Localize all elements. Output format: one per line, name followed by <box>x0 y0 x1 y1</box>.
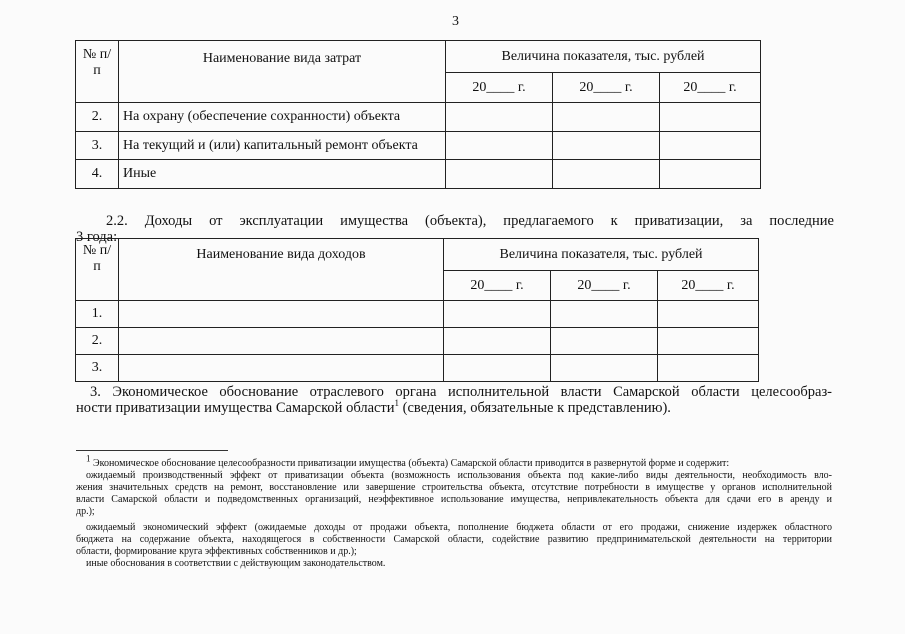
value-cell <box>551 328 658 355</box>
row-num: 1. <box>76 301 119 328</box>
value-cell <box>553 132 660 160</box>
table-row <box>76 160 761 189</box>
row-num: 2. <box>76 328 119 355</box>
footnote-line: власти Самарской области и подведомственных организаций, неэффективное использование имущества, непривлекательность объекта для сдачи его в аренду и <box>76 494 832 505</box>
page-number: 3 <box>452 14 459 29</box>
col-num-header: № п/п <box>76 239 119 301</box>
row-num: 3. <box>76 355 119 382</box>
value-cell <box>551 355 658 382</box>
value-cell <box>660 132 761 160</box>
section-2-2-line: 2.2. Доходы от эксплуатации имущества (объекта), предлагаемого к приватизации, за последние <box>106 213 834 229</box>
row-num: 4. <box>76 160 119 189</box>
table-row <box>76 328 759 355</box>
table-row <box>76 301 759 328</box>
value-cell <box>446 132 553 160</box>
year-cell: 20____ г. <box>446 73 553 103</box>
value-cell <box>658 328 759 355</box>
row-name: На текущий и (или) капитальный ремонт объекта <box>119 132 446 160</box>
income-table <box>75 238 759 382</box>
value-cell <box>658 301 759 328</box>
value-cell <box>444 355 551 382</box>
footnote-line: области, формирование круга эффективных собственников и др.); <box>76 546 357 557</box>
table-row <box>76 103 761 132</box>
year-cell: 20____ г. <box>551 271 658 301</box>
value-cell <box>444 328 551 355</box>
value-cell <box>660 103 761 132</box>
value-cell <box>446 160 553 189</box>
row-name <box>119 355 444 382</box>
value-cell <box>658 355 759 382</box>
table-row <box>76 132 761 160</box>
row-name <box>119 301 444 328</box>
footnote <box>76 453 832 570</box>
footnote-divider <box>76 450 228 451</box>
footnote-intro: Экономическое обоснование целесообразности приватизации имущества (объекта) Самарской области приводится в развернутой форме и содержит: <box>90 458 730 469</box>
footnote-line: иные обоснования в соответствии с действующим законодательством. <box>86 558 386 569</box>
expenses-table <box>75 40 761 189</box>
row-num: 2. <box>76 103 119 132</box>
year-cell: 20____ г. <box>444 271 551 301</box>
year-cell: 20____ г. <box>658 271 759 301</box>
value-cell <box>446 103 553 132</box>
section-3-text <box>76 384 832 416</box>
col-value-header: Величина показателя, тыс. рублей <box>446 41 761 73</box>
value-cell <box>551 301 658 328</box>
value-cell <box>553 160 660 189</box>
col-value-header: Величина показателя, тыс. рублей <box>444 239 759 271</box>
section-3-line: 3. Экономическое обоснование отраслевого органа исполнительной власти Самарской области целесообраз- <box>90 384 832 400</box>
row-name: На охрану (обеспечение сохранности) объекта <box>119 103 446 132</box>
row-name: Иные <box>119 160 446 189</box>
value-cell <box>660 160 761 189</box>
row-name <box>119 328 444 355</box>
footnote-ref: 1 <box>394 398 400 409</box>
footnote-line: жения значительных средств на ремонт, восстановление или завершение строительства объекта, отсутствие потребности в имуществе у органов исполнительной <box>76 482 832 493</box>
footnote-line: др.); <box>76 506 95 517</box>
year-cell: 20____ г. <box>660 73 761 103</box>
footnote-line: бюджета на содержание объекта, находящегося в собственности Самарской области, содействие развитию предпринимательской деятельности на территории <box>76 534 832 545</box>
year-cell: 20____ г. <box>553 73 660 103</box>
footnote-mark: 1 <box>86 453 91 464</box>
footnote-line: ожидаемый производственный эффект от приватизации объекта (возможность использования объекта под какие-либо виды деятельности, необходимость вло- <box>86 470 832 481</box>
row-num: 3. <box>76 132 119 160</box>
col-num-header: № п/п <box>76 41 119 103</box>
value-cell <box>444 301 551 328</box>
table-row <box>76 355 759 382</box>
col-name-header: Наименование вида доходов <box>119 239 444 301</box>
section-2-2-line: 3 года: <box>76 229 118 245</box>
section-3-line: ности приватизации имущества Самарской области$^1$ (сведения, обязательные к представлению). <box>76 398 671 416</box>
footnote-line: ожидаемый экономический эффект (ожидаемые доходы от продажи объекта, пополнение бюджета области от его продажи, снижение издержек областного <box>86 522 832 533</box>
value-cell <box>553 103 660 132</box>
col-name-header: Наименование вида затрат <box>119 41 446 103</box>
